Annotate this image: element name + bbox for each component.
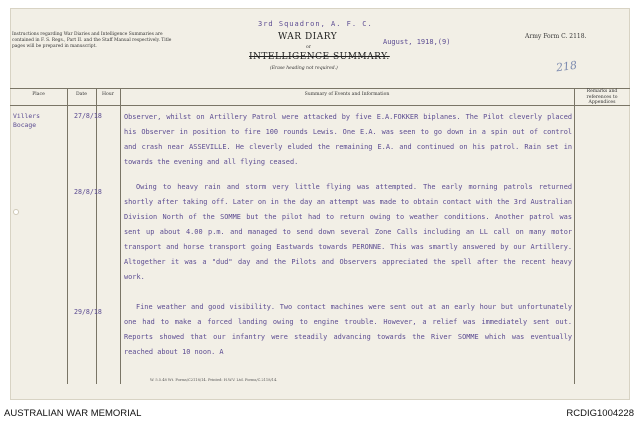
archive-credit: AUSTRALIAN WAR MEMORIAL (4, 408, 142, 419)
record-identifier: RCDIG1004228 (566, 408, 634, 419)
page-title: WAR DIARY (278, 32, 338, 42)
entry-date: 29/8/18 (74, 308, 102, 316)
entry-text: Observer, whilst on Artillery Patrol were attacked by five E.A.FOKKER biplanes. The Pilot cleverly placed his Observer in position to fire 100 rounds Lewis. One E.A. was seen to go down in a spin out of control and crash near ASSEVILLE. He cleverly eluded the remaining E.A. and continued on his patrol. Rain set in towards the evening and all flying ceased. (124, 113, 572, 166)
table-header-rule (10, 105, 630, 106)
unit-name: 3rd Squadron, A. F. C. (258, 20, 373, 28)
instructions-note: Instructions regarding War Diaries and Intelligence Summaries are contained in F. S. Regs., Part II. and the Staff Manual respectively. Title pages will be prepared in manuscript. (12, 32, 172, 49)
column-rule-hour (120, 88, 121, 384)
title-intelligence-summary: INTELLIGENCE SUMMARY. (249, 52, 390, 62)
folio-number: 218 (555, 58, 578, 75)
army-form-number: Army Form C. 2118. (525, 33, 587, 40)
column-header-summary: Summary of Events and Information (304, 92, 390, 97)
column-rule-summary (574, 88, 575, 384)
entry-date: 27/8/18 (74, 112, 102, 120)
column-header-remarks: Remarks and references to Appendices (586, 89, 618, 105)
printer-imprint: W. 5.5.48 Wt. Forms/C2118/14. Printed: H.W.V. Ltd. Forms/C.2118/14. (150, 378, 278, 382)
column-header-hour: Hour (102, 92, 114, 97)
place-name: Villers Bocage (13, 112, 40, 129)
column-header-date: Date (76, 92, 87, 97)
column-rule-date (96, 88, 97, 384)
heading-note: (Erase heading not required.) (270, 66, 338, 71)
entry-date: 28/8/18 (74, 188, 102, 196)
entry-text: Fine weather and good visibility. Two contact machines were sent out at an early hour but unfortunately one had to make a forced landing owing to engine trouble. However, a relief was immediately sent out. Reports showed that our infantry were steadily advancing towards the River SOMME which was eventually reached about 10 noon. A (124, 303, 572, 356)
table-top-rule (10, 88, 630, 89)
title-or: or (306, 45, 311, 50)
entry-text: Owing to heavy rain and storm very little flying was attempted. The early morning patrols returned shortly after taking off. Later on in the day an attempt was made to obtain contact with the 3rd Australian Division North of the SOMME but the pilot had to return owing to weather conditions. Another patrol was sent up about 4.00 p.m. and managed to send down several Zone Calls including an LL call on many motor transport and horse transport going Eastwards towards PERONNE. This was smartly answered by our Artillery. Altogether it was a "dud" day and the Pilots and Observers appreciated the spell after the recent heavy work. (124, 183, 572, 281)
column-header-place: Place (32, 92, 45, 97)
summary-of-events (124, 110, 572, 360)
column-rule-place (67, 88, 68, 384)
diary-month: August, 1918,(9) (383, 38, 451, 46)
punch-hole (13, 209, 19, 215)
